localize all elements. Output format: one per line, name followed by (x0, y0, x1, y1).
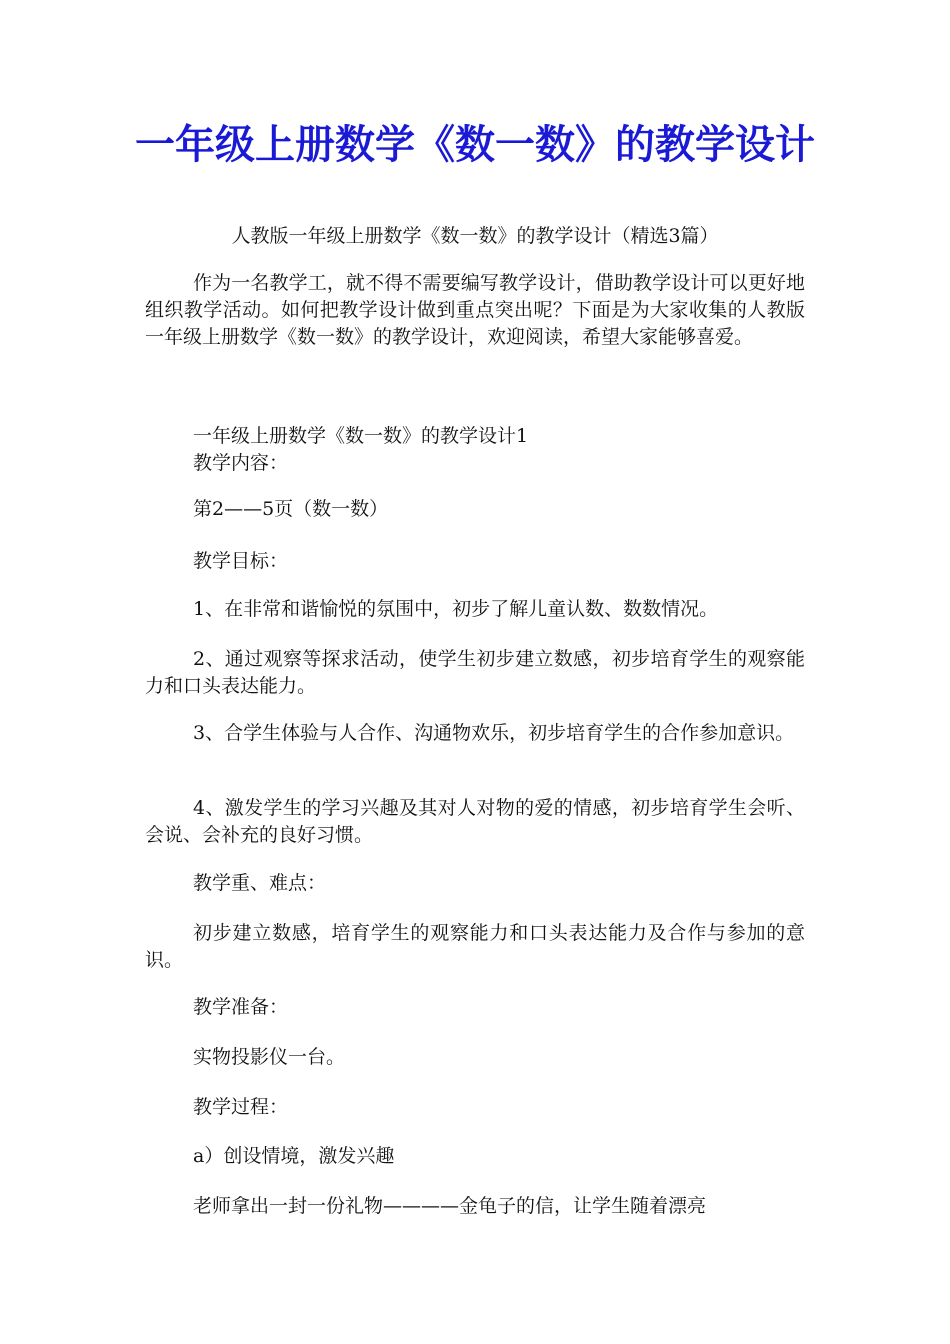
process-label: 教学过程： (193, 1096, 289, 1118)
key-label: 教学重、难点： (193, 872, 327, 894)
content-label: 教学内容： (193, 452, 289, 474)
prep-value: 实物投影仪一台。 (193, 1046, 346, 1068)
prep-label: 教学准备： (193, 996, 289, 1018)
goal-4: 4、激发学生的学习兴趣及其对人对物的爱的情感，初步培育学生会听、会说、会补充的良好习惯。 (145, 797, 805, 846)
key-value: 初步建立数感，培育学生的观察能力和口头表达能力及合作与参加的意识。 (145, 922, 805, 971)
content-value: 第2——5页（数一数） (193, 498, 389, 520)
intro-paragraph: 作为一名教学工，就不得不需要编写教学设计，借助教学设计可以更好地组织教学活动。如何把教学设计做到重点突出呢？下面是为大家收集的人教版一年级上册数学《数一数》的教学设计，欢迎阅读，希望大家能够喜爱。 (145, 272, 805, 348)
goal-3: 3、合学生体验与人合作、沟通物欢乐，初步培育学生的合作参加意识。 (193, 722, 795, 744)
goals-label: 教学目标： (193, 550, 289, 572)
step-a-heading: a）创设情境，激发兴趣 (193, 1145, 395, 1167)
goal-1: 1、在非常和谐愉悦的氛围中，初步了解儿童认数、数数情况。 (193, 598, 719, 620)
goal-2: 2、通过观察等探求活动，使学生初步建立数感，初步培育学生的观察能力和口头表达能力。 (145, 648, 805, 697)
step-a-text: 老师拿出一封一份礼物————金龟子的信，让学生随着漂亮 (193, 1195, 707, 1217)
document-title: 一年级上册数学《数一数》的教学设计 (135, 122, 815, 168)
document-subtitle: 人教版一年级上册数学《数一数》的教学设计（精选3篇） (231, 225, 719, 247)
section-heading: 一年级上册数学《数一数》的教学设计1 (193, 425, 529, 447)
